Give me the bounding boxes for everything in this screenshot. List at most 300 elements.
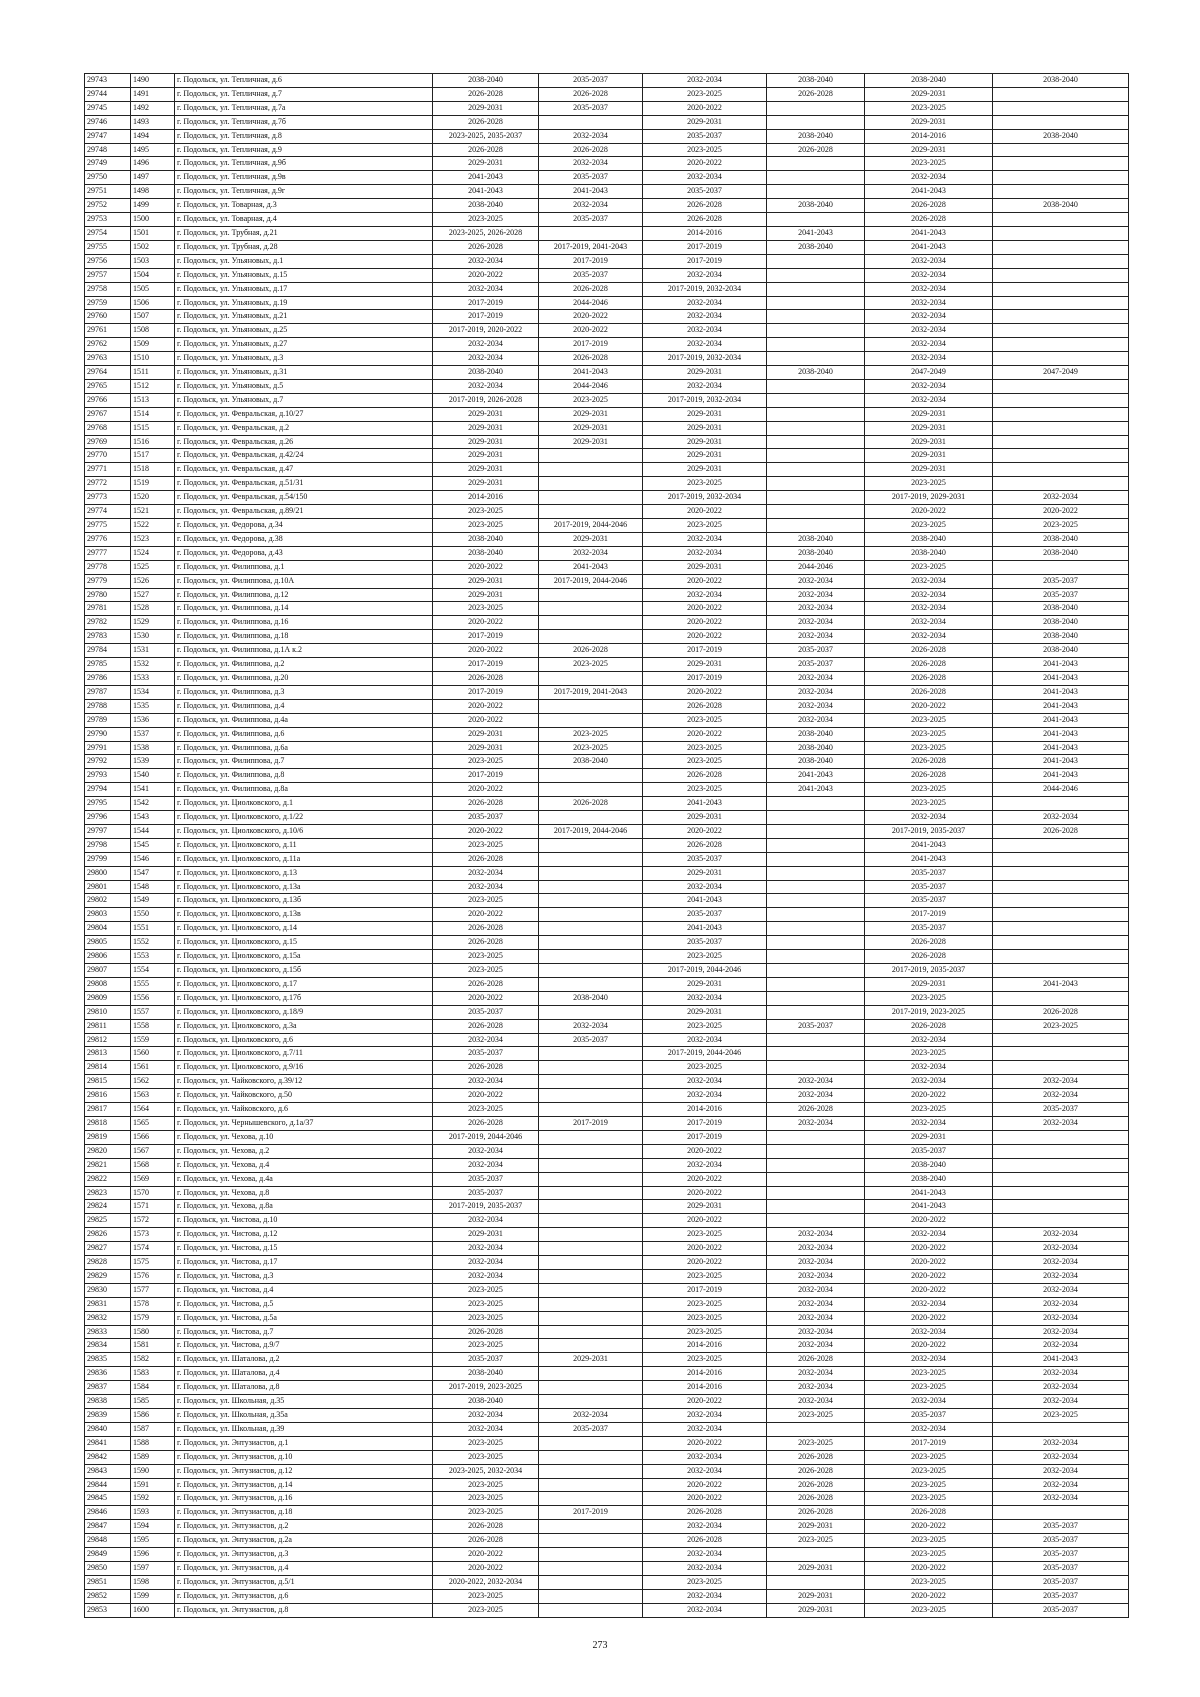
table-cell: 2014-2016 bbox=[865, 129, 993, 143]
table-cell bbox=[539, 1325, 643, 1339]
table-cell: 2032-2034 bbox=[767, 1269, 865, 1283]
table-cell: 29747 bbox=[85, 129, 131, 143]
table-cell: 2026-2028 bbox=[433, 143, 539, 157]
table-cell: 1503 bbox=[131, 254, 175, 268]
table-cell: 2032-2034 bbox=[643, 1033, 767, 1047]
table-cell: г. Подольск, ул. Энтузиастов, д.5/1 bbox=[175, 1575, 433, 1589]
table-cell: 2020-2022 bbox=[643, 824, 767, 838]
table-cell: 2026-2028 bbox=[433, 115, 539, 129]
table-cell: 2023-2025 bbox=[865, 1575, 993, 1589]
table-row bbox=[85, 74, 1129, 88]
table-cell: 1525 bbox=[131, 560, 175, 574]
table-cell: 29828 bbox=[85, 1256, 131, 1270]
table-cell: 1495 bbox=[131, 143, 175, 157]
table-cell: 2014-2016 bbox=[643, 226, 767, 240]
table-cell: 29812 bbox=[85, 1033, 131, 1047]
table-cell bbox=[767, 463, 865, 477]
table-cell: 1560 bbox=[131, 1047, 175, 1061]
table-cell: 2023-2025 bbox=[433, 1478, 539, 1492]
table-cell: 2035-2037 bbox=[539, 171, 643, 185]
table-cell: 2017-2019, 2044-2046 bbox=[539, 574, 643, 588]
table-cell: 2032-2034 bbox=[643, 1520, 767, 1534]
table-cell: 2035-2037 bbox=[433, 1005, 539, 1019]
table-cell bbox=[767, 824, 865, 838]
table-cell: 1572 bbox=[131, 1214, 175, 1228]
table-cell: 2020-2022 bbox=[865, 1089, 993, 1103]
table-row bbox=[85, 1534, 1129, 1548]
table-cell: 2026-2028 bbox=[433, 1116, 539, 1130]
table-cell bbox=[993, 1047, 1129, 1061]
table-cell bbox=[993, 560, 1129, 574]
table-cell: 2032-2034 bbox=[643, 1548, 767, 1562]
table-cell: 2023-2025 bbox=[993, 519, 1129, 533]
table-cell: 1526 bbox=[131, 574, 175, 588]
table-cell: 2020-2022 bbox=[865, 1589, 993, 1603]
table-cell: г. Подольск, ул. Чистова, д.9/7 bbox=[175, 1339, 433, 1353]
table-cell: 2032-2034 bbox=[767, 574, 865, 588]
table-cell: 2023-2025 bbox=[643, 1325, 767, 1339]
table-cell: 2023-2025, 2032-2034 bbox=[433, 1464, 539, 1478]
table-cell: 2023-2025 bbox=[643, 783, 767, 797]
table-cell: г. Подольск, ул. Тепличная, д.7а bbox=[175, 101, 433, 115]
table-cell: 2026-2028 bbox=[643, 1506, 767, 1520]
table-cell: г. Подольск, ул. Филиппова, д.18 bbox=[175, 630, 433, 644]
table-row bbox=[85, 421, 1129, 435]
table-cell: 1591 bbox=[131, 1478, 175, 1492]
table-cell: 2026-2028 bbox=[767, 87, 865, 101]
table-cell: г. Подольск, ул. Циолковского, д.14 bbox=[175, 922, 433, 936]
table-cell: 1491 bbox=[131, 87, 175, 101]
table-cell bbox=[767, 324, 865, 338]
table-row bbox=[85, 797, 1129, 811]
table-cell: 2017-2019, 2044-2046 bbox=[643, 964, 767, 978]
table-cell: 1565 bbox=[131, 1116, 175, 1130]
table-cell: 2038-2040 bbox=[993, 616, 1129, 630]
table-cell: г. Подольск, ул. Циолковского, д.13а bbox=[175, 880, 433, 894]
table-row bbox=[85, 254, 1129, 268]
table-cell: 1516 bbox=[131, 435, 175, 449]
table-cell bbox=[767, 1158, 865, 1172]
table-cell: 29824 bbox=[85, 1200, 131, 1214]
table-cell: 2041-2043 bbox=[993, 755, 1129, 769]
table-cell: 29757 bbox=[85, 268, 131, 282]
table-cell: 29773 bbox=[85, 491, 131, 505]
table-cell: г. Подольск, ул. Федорова, д.43 bbox=[175, 546, 433, 560]
table-cell bbox=[539, 226, 643, 240]
table-cell: 1498 bbox=[131, 185, 175, 199]
table-cell: 2020-2022 bbox=[643, 1242, 767, 1256]
table-row bbox=[85, 477, 1129, 491]
table-row bbox=[85, 1325, 1129, 1339]
table-cell: 29843 bbox=[85, 1464, 131, 1478]
table-cell bbox=[767, 282, 865, 296]
table-cell: 2041-2043 bbox=[993, 977, 1129, 991]
table-cell: 1492 bbox=[131, 101, 175, 115]
table-cell: 2023-2025 bbox=[433, 1492, 539, 1506]
table-cell bbox=[767, 505, 865, 519]
table-cell bbox=[539, 1436, 643, 1450]
table-cell bbox=[539, 1548, 643, 1562]
table-row bbox=[85, 1005, 1129, 1019]
table-cell: 2032-2034 bbox=[993, 1381, 1129, 1395]
table-cell: 2032-2034 bbox=[767, 588, 865, 602]
table-cell: 2023-2025 bbox=[433, 1603, 539, 1617]
table-cell bbox=[767, 1061, 865, 1075]
table-cell: 2023-2025 bbox=[643, 950, 767, 964]
table-cell: 2035-2037 bbox=[993, 588, 1129, 602]
table-cell bbox=[767, 435, 865, 449]
table-cell: г. Подольск, ул. Филиппова, д.16 bbox=[175, 616, 433, 630]
table-cell: 2032-2034 bbox=[865, 588, 993, 602]
table-cell: 2032-2034 bbox=[865, 310, 993, 324]
table-row bbox=[85, 1464, 1129, 1478]
table-cell: 2041-2043 bbox=[539, 185, 643, 199]
table-cell: 2023-2025 bbox=[865, 1603, 993, 1617]
table-cell: 2035-2037 bbox=[993, 1103, 1129, 1117]
table-cell: 1567 bbox=[131, 1144, 175, 1158]
table-cell: 2026-2028 bbox=[865, 658, 993, 672]
table-cell: 2041-2043 bbox=[539, 560, 643, 574]
table-cell: г. Подольск, ул. Федорова, д.38 bbox=[175, 532, 433, 546]
table-cell: 1523 bbox=[131, 532, 175, 546]
table-cell: 2029-2031 bbox=[865, 421, 993, 435]
table-row bbox=[85, 964, 1129, 978]
table-cell: 2032-2034 bbox=[643, 1089, 767, 1103]
table-cell bbox=[539, 1297, 643, 1311]
table-cell: 2023-2025 bbox=[433, 213, 539, 227]
table-cell: 2032-2034 bbox=[993, 1269, 1129, 1283]
table-cell: 2035-2037 bbox=[643, 936, 767, 950]
table-cell bbox=[993, 379, 1129, 393]
table-cell: 2032-2034 bbox=[767, 1381, 865, 1395]
table-cell: г. Подольск, ул. Циолковского, д.15б bbox=[175, 964, 433, 978]
table-cell: г. Подольск, ул. Чистова, д.5 bbox=[175, 1297, 433, 1311]
table-cell: 2020-2022 bbox=[643, 1256, 767, 1270]
table-cell: 2023-2025 bbox=[643, 1269, 767, 1283]
table-cell: 2041-2043 bbox=[767, 769, 865, 783]
table-cell: 29840 bbox=[85, 1422, 131, 1436]
table-cell: 1579 bbox=[131, 1311, 175, 1325]
table-cell: 2032-2034 bbox=[433, 866, 539, 880]
table-row bbox=[85, 880, 1129, 894]
table-cell: 2038-2040 bbox=[433, 74, 539, 88]
table-cell: 2032-2034 bbox=[643, 546, 767, 560]
table-cell bbox=[767, 268, 865, 282]
table-cell: 2032-2034 bbox=[993, 1256, 1129, 1270]
table-cell bbox=[993, 894, 1129, 908]
table-cell: 2023-2025 bbox=[865, 560, 993, 574]
table-row bbox=[85, 588, 1129, 602]
table-cell: 2029-2031 bbox=[767, 1520, 865, 1534]
table-cell: 2032-2034 bbox=[865, 1395, 993, 1409]
table-row bbox=[85, 491, 1129, 505]
table-cell: 2020-2022 bbox=[433, 699, 539, 713]
table-cell: 29814 bbox=[85, 1061, 131, 1075]
table-cell: 2014-2016 bbox=[643, 1367, 767, 1381]
table-cell: 2032-2034 bbox=[643, 991, 767, 1005]
table-cell bbox=[993, 407, 1129, 421]
table-row bbox=[85, 1589, 1129, 1603]
table-cell: 2032-2034 bbox=[767, 1283, 865, 1297]
table-cell: 29831 bbox=[85, 1297, 131, 1311]
table-cell: г. Подольск, ул. Февральская, д.10/27 bbox=[175, 407, 433, 421]
table-cell: 1580 bbox=[131, 1325, 175, 1339]
table-row bbox=[85, 1075, 1129, 1089]
table-row bbox=[85, 1436, 1129, 1450]
table-cell: 29809 bbox=[85, 991, 131, 1005]
table-cell bbox=[539, 1061, 643, 1075]
table-cell: 2032-2034 bbox=[539, 199, 643, 213]
table-cell bbox=[539, 449, 643, 463]
table-cell bbox=[993, 87, 1129, 101]
table-cell: г. Подольск, ул. Ульяновых, д.25 bbox=[175, 324, 433, 338]
table-cell: 1513 bbox=[131, 393, 175, 407]
table-cell: 2023-2025 bbox=[539, 741, 643, 755]
table-cell: 2029-2031 bbox=[433, 741, 539, 755]
table-cell: 2026-2028 bbox=[433, 797, 539, 811]
table-cell bbox=[993, 185, 1129, 199]
table-cell: 29769 bbox=[85, 435, 131, 449]
table-cell: г. Подольск, ул. Циолковского, д.10/6 bbox=[175, 824, 433, 838]
table-cell: 2032-2034 bbox=[643, 74, 767, 88]
table-cell: 29771 bbox=[85, 463, 131, 477]
table-cell: г. Подольск, ул. Товарная, д.4 bbox=[175, 213, 433, 227]
table-cell: 2026-2028 bbox=[767, 1353, 865, 1367]
table-cell: 1583 bbox=[131, 1367, 175, 1381]
table-cell bbox=[539, 1214, 643, 1228]
table-cell: 1521 bbox=[131, 505, 175, 519]
table-cell: 2041-2043 bbox=[767, 226, 865, 240]
table-cell: 2032-2034 bbox=[865, 811, 993, 825]
table-row bbox=[85, 602, 1129, 616]
table-cell bbox=[767, 352, 865, 366]
table-cell: г. Подольск, ул. Филиппова, д.1А к.2 bbox=[175, 644, 433, 658]
table-cell: 2023-2025 bbox=[865, 1464, 993, 1478]
table-cell bbox=[767, 421, 865, 435]
table-row bbox=[85, 226, 1129, 240]
table-cell: 2032-2034 bbox=[433, 352, 539, 366]
table-cell: 1508 bbox=[131, 324, 175, 338]
table-cell: г. Подольск, ул. Федорова, д.34 bbox=[175, 519, 433, 533]
table-cell: 2023-2025 bbox=[865, 1381, 993, 1395]
table-cell: 29778 bbox=[85, 560, 131, 574]
table-cell: 2023-2025 bbox=[433, 1339, 539, 1353]
table-cell: 2032-2034 bbox=[433, 880, 539, 894]
table-row bbox=[85, 1200, 1129, 1214]
table-cell bbox=[993, 1130, 1129, 1144]
table-cell: 29794 bbox=[85, 783, 131, 797]
table-cell: г. Подольск, ул. Ульяновых, д.5 bbox=[175, 379, 433, 393]
table-cell: 2023-2025 bbox=[433, 964, 539, 978]
table-cell: 2035-2037 bbox=[433, 811, 539, 825]
table-cell: 2041-2043 bbox=[865, 1200, 993, 1214]
table-cell: 2020-2022 bbox=[539, 324, 643, 338]
table-cell: 2026-2028 bbox=[433, 1325, 539, 1339]
table-cell: 2035-2037 bbox=[767, 1019, 865, 1033]
table-cell: 2032-2034 bbox=[865, 1325, 993, 1339]
table-cell bbox=[993, 421, 1129, 435]
table-cell bbox=[767, 1422, 865, 1436]
table-cell: г. Подольск, ул. Энтузиастов, д.1 bbox=[175, 1436, 433, 1450]
table-cell: 2029-2031 bbox=[539, 407, 643, 421]
table-cell: 2026-2028 bbox=[865, 685, 993, 699]
table-cell: 1556 bbox=[131, 991, 175, 1005]
table-cell: г. Подольск, ул. Чистова, д.3 bbox=[175, 1269, 433, 1283]
table-cell: г. Подольск, ул. Ульяновых, д.1 bbox=[175, 254, 433, 268]
table-cell: 2032-2034 bbox=[865, 268, 993, 282]
table-cell: 2023-2025 bbox=[767, 1436, 865, 1450]
table-cell: 2026-2028 bbox=[643, 1534, 767, 1548]
table-cell: 29743 bbox=[85, 74, 131, 88]
table-cell: 2023-2025 bbox=[643, 87, 767, 101]
table-cell: 29801 bbox=[85, 880, 131, 894]
table-cell: 1504 bbox=[131, 268, 175, 282]
table-cell: г. Подольск, ул. Февральская, д.42/24 bbox=[175, 449, 433, 463]
table-cell: 2035-2037 bbox=[433, 1186, 539, 1200]
table-cell: 1592 bbox=[131, 1492, 175, 1506]
table-cell: 2023-2025 bbox=[865, 741, 993, 755]
table-cell: 2020-2022 bbox=[865, 1311, 993, 1325]
table-cell: г. Подольск, ул. Циолковского, д.11а bbox=[175, 852, 433, 866]
table-cell: 29746 bbox=[85, 115, 131, 129]
table-cell: 29820 bbox=[85, 1144, 131, 1158]
table-cell: г. Подольск, ул. Энтузиастов, д.4 bbox=[175, 1561, 433, 1575]
table-cell: 29756 bbox=[85, 254, 131, 268]
table-cell: 2020-2022 bbox=[433, 268, 539, 282]
table-cell: 2032-2034 bbox=[767, 671, 865, 685]
table-cell: 2026-2028 bbox=[865, 755, 993, 769]
table-cell bbox=[539, 1242, 643, 1256]
table-cell: 2020-2022 bbox=[433, 783, 539, 797]
table-cell: 2041-2043 bbox=[539, 366, 643, 380]
table-cell: 1595 bbox=[131, 1534, 175, 1548]
table-cell bbox=[993, 324, 1129, 338]
table-cell bbox=[993, 226, 1129, 240]
table-cell: 2032-2034 bbox=[643, 324, 767, 338]
table-cell: 2020-2022 bbox=[993, 505, 1129, 519]
table-cell: 2020-2022 bbox=[865, 1269, 993, 1283]
table-cell: г. Подольск, ул. Циолковского, д.13в bbox=[175, 908, 433, 922]
table-cell: 2023-2025 bbox=[539, 658, 643, 672]
table-cell: 1546 bbox=[131, 852, 175, 866]
table-cell: 2038-2040 bbox=[767, 546, 865, 560]
table-cell: г. Подольск, ул. Чехова, д.10 bbox=[175, 1130, 433, 1144]
table-row bbox=[85, 532, 1129, 546]
table-cell: 2032-2034 bbox=[643, 1075, 767, 1089]
table-cell: 2026-2028 bbox=[865, 950, 993, 964]
table-cell: 29817 bbox=[85, 1103, 131, 1117]
table-cell: 2032-2034 bbox=[643, 1409, 767, 1423]
table-cell: 2041-2043 bbox=[993, 1353, 1129, 1367]
table-cell: г. Подольск, ул. Циолковского, д.11 bbox=[175, 838, 433, 852]
table-row bbox=[85, 1297, 1129, 1311]
table-cell: г. Подольск, ул. Ульяновых, д.15 bbox=[175, 268, 433, 282]
table-cell: 2032-2034 bbox=[865, 1075, 993, 1089]
table-cell: 1544 bbox=[131, 824, 175, 838]
table-cell: 2023-2025 bbox=[865, 727, 993, 741]
table-cell: 1600 bbox=[131, 1603, 175, 1617]
table-cell: 2032-2034 bbox=[539, 546, 643, 560]
table-cell: 2029-2031 bbox=[643, 1200, 767, 1214]
table-row bbox=[85, 671, 1129, 685]
table-cell: г. Подольск, ул. Циолковского, д.6 bbox=[175, 1033, 433, 1047]
table-cell: 2029-2031 bbox=[643, 1005, 767, 1019]
table-cell: 29848 bbox=[85, 1534, 131, 1548]
table-cell bbox=[993, 338, 1129, 352]
table-cell: 1536 bbox=[131, 713, 175, 727]
table-cell: 2035-2037 bbox=[539, 213, 643, 227]
table-cell: 2032-2034 bbox=[993, 1339, 1129, 1353]
table-cell: 2029-2031 bbox=[865, 87, 993, 101]
table-cell: г. Подольск, ул. Филиппова, д.6а bbox=[175, 741, 433, 755]
table-cell: 2038-2040 bbox=[433, 532, 539, 546]
table-cell bbox=[993, 254, 1129, 268]
table-cell bbox=[767, 519, 865, 533]
table-cell: 2026-2028 bbox=[433, 1520, 539, 1534]
table-cell: 29772 bbox=[85, 477, 131, 491]
table-cell: 2014-2016 bbox=[643, 1381, 767, 1395]
table-cell: 29827 bbox=[85, 1242, 131, 1256]
table-row bbox=[85, 658, 1129, 672]
table-cell bbox=[767, 1172, 865, 1186]
table-cell: 2038-2040 bbox=[767, 755, 865, 769]
table-cell: 2035-2037 bbox=[993, 1589, 1129, 1603]
table-cell: г. Подольск, ул. Филиппова, д.4а bbox=[175, 713, 433, 727]
table-cell: 2017-2019, 2032-2034 bbox=[643, 393, 767, 407]
table-row bbox=[85, 1186, 1129, 1200]
table-row bbox=[85, 101, 1129, 115]
table-cell: 29837 bbox=[85, 1381, 131, 1395]
table-cell: 2026-2028 bbox=[767, 1103, 865, 1117]
table-cell: 2017-2019 bbox=[433, 769, 539, 783]
table-cell: 2026-2028 bbox=[539, 352, 643, 366]
table-cell bbox=[767, 407, 865, 421]
table-cell: г. Подольск, ул. Чернышевского, д.1а/37 bbox=[175, 1116, 433, 1130]
table-cell bbox=[539, 1047, 643, 1061]
table-cell: 2023-2025 bbox=[643, 143, 767, 157]
table-cell: 29821 bbox=[85, 1158, 131, 1172]
table-cell: 2032-2034 bbox=[643, 880, 767, 894]
table-row bbox=[85, 630, 1129, 644]
table-cell: 2029-2031 bbox=[865, 1130, 993, 1144]
table-cell: 1577 bbox=[131, 1283, 175, 1297]
table-row bbox=[85, 1269, 1129, 1283]
table-cell: 2023-2025 bbox=[539, 393, 643, 407]
table-cell: 2041-2043 bbox=[993, 685, 1129, 699]
table-cell: 1515 bbox=[131, 421, 175, 435]
table-cell bbox=[993, 435, 1129, 449]
table-cell: 29762 bbox=[85, 338, 131, 352]
table-cell: 2032-2034 bbox=[433, 379, 539, 393]
table-cell: 29765 bbox=[85, 379, 131, 393]
table-row bbox=[85, 282, 1129, 296]
table-row bbox=[85, 950, 1129, 964]
table-cell: 2029-2031 bbox=[643, 811, 767, 825]
table-cell: 29846 bbox=[85, 1506, 131, 1520]
table-cell: 29825 bbox=[85, 1214, 131, 1228]
table-cell: 2035-2037 bbox=[865, 1409, 993, 1423]
table-cell: 1557 bbox=[131, 1005, 175, 1019]
table-cell: 2032-2034 bbox=[865, 602, 993, 616]
table-cell: 2038-2040 bbox=[993, 532, 1129, 546]
table-cell: 2032-2034 bbox=[993, 811, 1129, 825]
table-cell: 1564 bbox=[131, 1103, 175, 1117]
table-cell: 2035-2037 bbox=[865, 866, 993, 880]
table-row bbox=[85, 769, 1129, 783]
table-cell: 2020-2022 bbox=[643, 157, 767, 171]
table-cell: 29777 bbox=[85, 546, 131, 560]
table-cell: 1563 bbox=[131, 1089, 175, 1103]
